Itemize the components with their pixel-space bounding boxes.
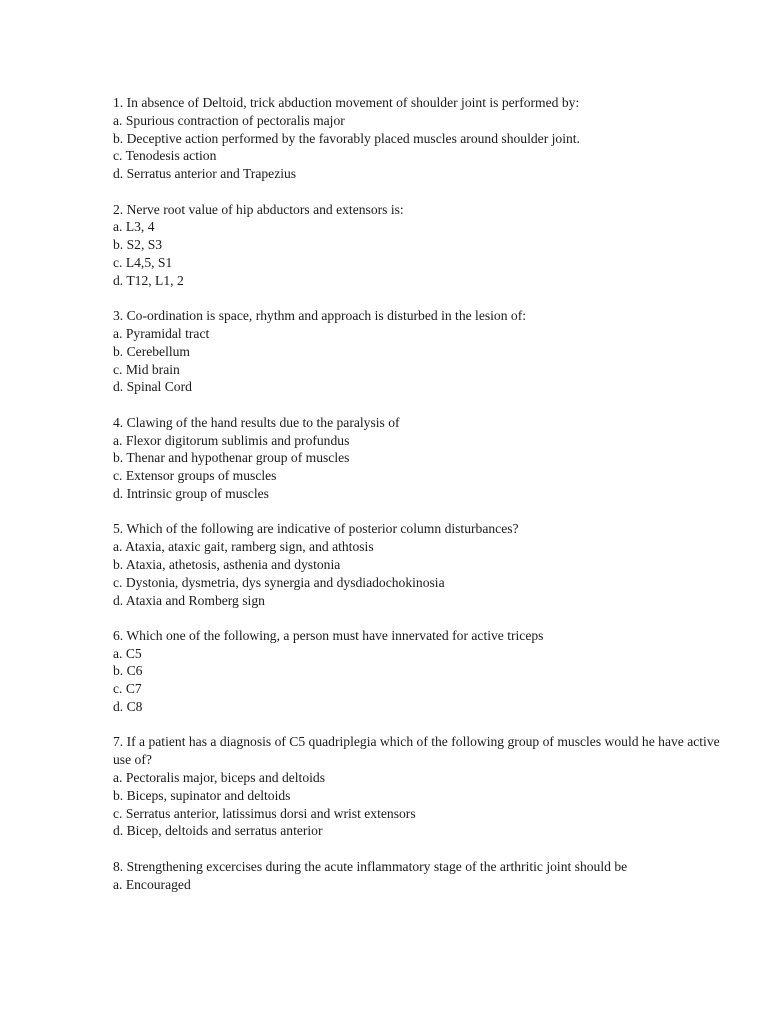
answer-option-b: b. Ataxia, athetosis, asthenia and dystonia (113, 556, 341, 572)
answer-option-d: d. Serratus anterior and Trapezius (113, 166, 297, 182)
question-stem: 6. Which one of the following, a person must have innervated for active triceps (113, 627, 544, 643)
answer-option-c: c. L4,5, S1 (113, 254, 173, 270)
answer-option-c: c. Tenodesis action (113, 148, 217, 164)
answer-option-b: b. Cerebellum (113, 343, 191, 359)
answer-option-a: a. Ataxia, ataxic gait, ramberg sign, and athtosis (113, 539, 374, 555)
question-stem: 5. Which of the following are indicative of posterior column disturbances? (113, 521, 519, 537)
answer-option-a: a. Pectoralis major, biceps and deltoids (113, 770, 325, 786)
answer-option-c: c. C7 (113, 681, 142, 697)
answer-option-d: d. Intrinsic group of muscles (113, 485, 269, 501)
question-1 (113, 94, 733, 183)
answer-option-a: a. C5 (113, 645, 142, 661)
answer-option-a: a. L3, 4 (113, 219, 155, 235)
answer-option-d: d. Spinal Cord (113, 379, 192, 395)
answer-option-c: c. Dystonia, dysmetria, dys synergia and dysdiadochokinosia (113, 574, 445, 590)
question-stem: 4. Clawing of the hand results due to the paralysis of (113, 414, 400, 430)
question-7 (113, 733, 733, 840)
answer-option-b: b. Biceps, supinator and deltoids (113, 787, 291, 803)
question-list (113, 94, 733, 911)
answer-option-b: b. C6 (113, 663, 143, 679)
answer-option-c: c. Mid brain (113, 361, 180, 377)
answer-option-a: a. Encouraged (113, 876, 191, 892)
question-stem: 8. Strengthening excercises during the acute inflammatory stage of the arthritic joint should be (113, 858, 628, 874)
answer-option-b: b. Deceptive action performed by the favorably placed muscles around shoulder joint. (113, 130, 580, 146)
question-stem: 7. If a patient has a diagnosis of C5 quadriplegia which of the following group of muscles would he have active use of? (113, 734, 720, 768)
answer-option-c: c. Extensor groups of muscles (113, 468, 277, 484)
question-8 (113, 858, 733, 894)
answer-option-d: d. Bicep, deltoids and serratus anterior (113, 823, 323, 839)
answer-option-c: c. Serratus anterior, latissimus dorsi and wrist extensors (113, 805, 416, 821)
question-6 (113, 627, 733, 716)
answer-option-d: d. Ataxia and Romberg sign (113, 592, 265, 608)
answer-option-a: a. Spurious contraction of pectoralis major (113, 112, 345, 128)
question-4 (113, 414, 733, 503)
question-2 (113, 201, 733, 290)
answer-option-b: b. S2, S3 (113, 237, 163, 253)
question-3 (113, 307, 733, 396)
answer-option-d: d. T12, L1, 2 (113, 272, 184, 288)
answer-option-b: b. Thenar and hypothenar group of muscles (113, 450, 350, 466)
question-stem: 3. Co-ordination is space, rhythm and approach is disturbed in the lesion of: (113, 308, 527, 324)
question-stem: 1. In absence of Deltoid, trick abduction movement of shoulder joint is performed by: (113, 95, 580, 110)
answer-option-a: a. Pyramidal tract (113, 325, 210, 341)
question-stem: 2. Nerve root value of hip abductors and extensors is: (113, 201, 404, 217)
answer-option-d: d. C8 (113, 699, 143, 715)
question-5 (113, 520, 733, 609)
answer-option-a: a. Flexor digitorum sublimis and profundus (113, 432, 350, 448)
